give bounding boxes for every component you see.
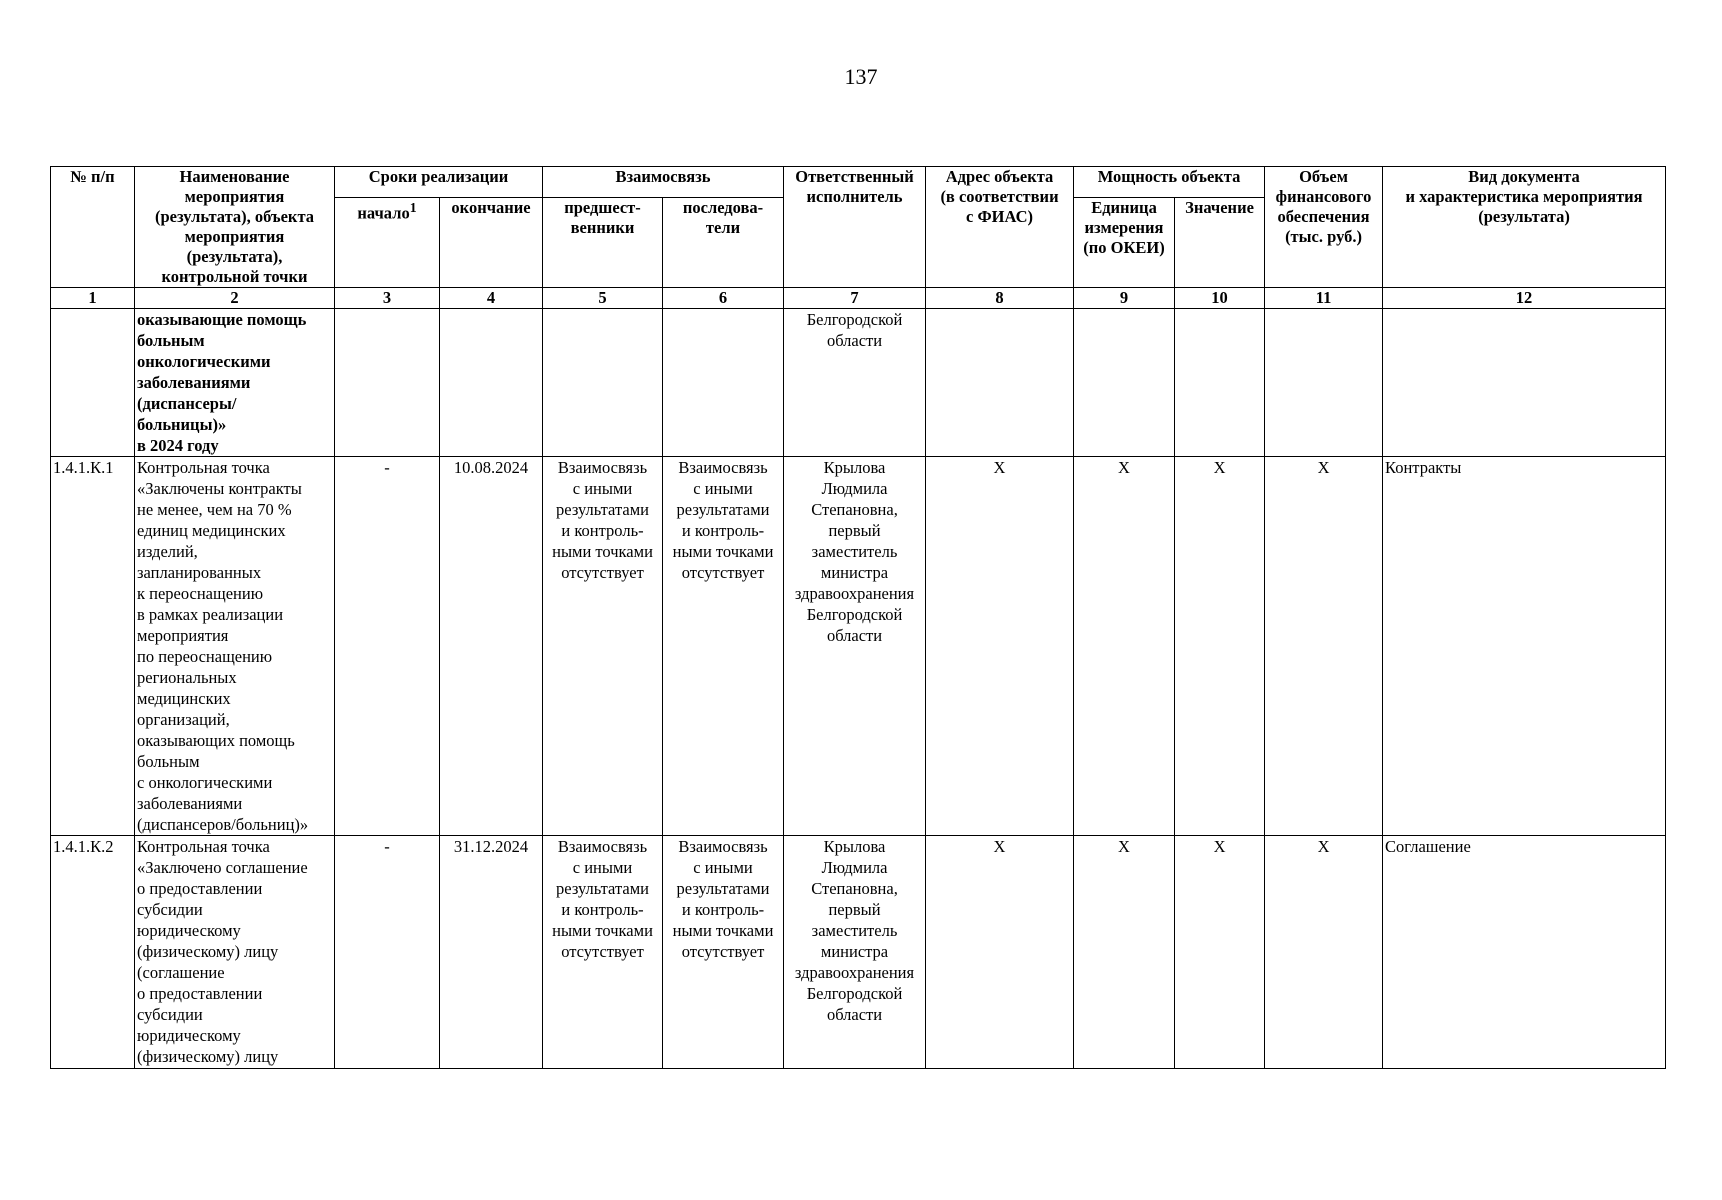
header-name: Наименование мероприятия (результата), объекта мероприятия (результата), контрольной точки	[135, 167, 335, 288]
cell-value	[1175, 309, 1265, 457]
cell-end: 31.12.2024	[440, 836, 543, 1069]
cell-funding: Х	[1265, 457, 1383, 836]
cell-responsible: Белгородской области	[784, 309, 926, 457]
cell-num: 1.4.1.К.1	[51, 457, 135, 836]
cell-end: 10.08.2024	[440, 457, 543, 836]
page-number: 137	[844, 64, 878, 89]
column-number: 4	[440, 288, 543, 309]
cell-funding: Х	[1265, 836, 1383, 1069]
header-timing: Сроки реализации	[335, 167, 543, 198]
cell-successors: Взаимосвязь с иными результатами и контроль- ными точками отсутствует	[663, 457, 784, 836]
cell-successors: Взаимосвязь с иными результатами и контроль- ными точками отсутствует	[663, 836, 784, 1069]
cell-doc: Контракты	[1383, 457, 1666, 836]
cell-start: -	[335, 836, 440, 1069]
header-unit: Единица измерения (по ОКЕИ)	[1074, 197, 1175, 287]
header-value: Значение	[1175, 197, 1265, 287]
column-number: 10	[1175, 288, 1265, 309]
plan-table	[50, 166, 1666, 1069]
cell-address: Х	[926, 457, 1074, 836]
table-row	[51, 457, 1666, 836]
header-predecessors: предшест- венники	[543, 197, 663, 287]
cell-funding	[1265, 309, 1383, 457]
header-funding: Объем финансового обеспечения (тыс. руб.)	[1265, 167, 1383, 288]
cell-unit: Х	[1074, 457, 1175, 836]
header-row-top	[51, 167, 1666, 198]
cell-num	[51, 309, 135, 457]
header-successors: последова- тели	[663, 197, 784, 287]
cell-predecessors: Взаимосвязь с иными результатами и контроль- ными точками отсутствует	[543, 836, 663, 1069]
cell-predecessors: Взаимосвязь с иными результатами и контроль- ными точками отсутствует	[543, 457, 663, 836]
table-row	[51, 836, 1666, 1069]
header-relation: Взаимосвязь	[543, 167, 784, 198]
cell-responsible: Крылова Людмила Степановна, первый заместитель министра здравоохранения Белгородской области	[784, 457, 926, 836]
cell-value: Х	[1175, 836, 1265, 1069]
cell-address: Х	[926, 836, 1074, 1069]
column-number: 9	[1074, 288, 1175, 309]
table-row	[51, 309, 1666, 457]
cell-successors	[663, 309, 784, 457]
column-number: 6	[663, 288, 784, 309]
column-number: 2	[135, 288, 335, 309]
header-start	[335, 197, 440, 287]
column-number: 5	[543, 288, 663, 309]
header-responsible: Ответственный исполнитель	[784, 167, 926, 288]
header-doc-type: Вид документа и характеристика мероприятия (результата)	[1383, 167, 1666, 288]
header-start-label: начало	[357, 203, 410, 223]
cell-unit	[1074, 309, 1175, 457]
cell-predecessors	[543, 309, 663, 457]
cell-start: -	[335, 457, 440, 836]
header-end: окончание	[440, 197, 543, 287]
cell-address	[926, 309, 1074, 457]
cell-num: 1.4.1.К.2	[51, 836, 135, 1069]
cell-value: Х	[1175, 457, 1265, 836]
header-capacity: Мощность объекта	[1074, 167, 1265, 198]
header-address: Адрес объекта (в соответствии с ФИАС)	[926, 167, 1074, 288]
column-number: 7	[784, 288, 926, 309]
column-number: 8	[926, 288, 1074, 309]
cell-name: Контрольная точка «Заключены контракты не менее, чем на 70 % единиц медицинских изделий, запланированных к переоснащению в рамках реализации мероприятия по переоснащению региональных медицинских организаций, оказывающих помощь больным с онкологическими заболеваниями (диспансеров/больниц)»	[135, 457, 335, 836]
cell-doc	[1383, 309, 1666, 457]
cell-name: оказывающие помощь больным онкологическими заболеваниями (диспансеры/ больницы)» в 2024 году	[135, 309, 335, 457]
cell-responsible: Крылова Людмила Степановна, первый заместитель министра здравоохранения Белгородской области	[784, 836, 926, 1069]
column-number: 11	[1265, 288, 1383, 309]
column-number: 12	[1383, 288, 1666, 309]
column-number: 3	[335, 288, 440, 309]
cell-end	[440, 309, 543, 457]
column-number: 1	[51, 288, 135, 309]
cell-unit: Х	[1074, 836, 1175, 1069]
column-number-row	[51, 288, 1666, 309]
header-start-footnote: 1	[409, 199, 417, 215]
cell-start	[335, 309, 440, 457]
cell-doc: Соглашение	[1383, 836, 1666, 1069]
cell-name: Контрольная точка «Заключено соглашение о предоставлении субсидии юридическому (физическому) лицу (соглашение о предоставлении субсидии юридическому (физическому) лицу	[135, 836, 335, 1069]
header-num: № п/п	[51, 167, 135, 288]
